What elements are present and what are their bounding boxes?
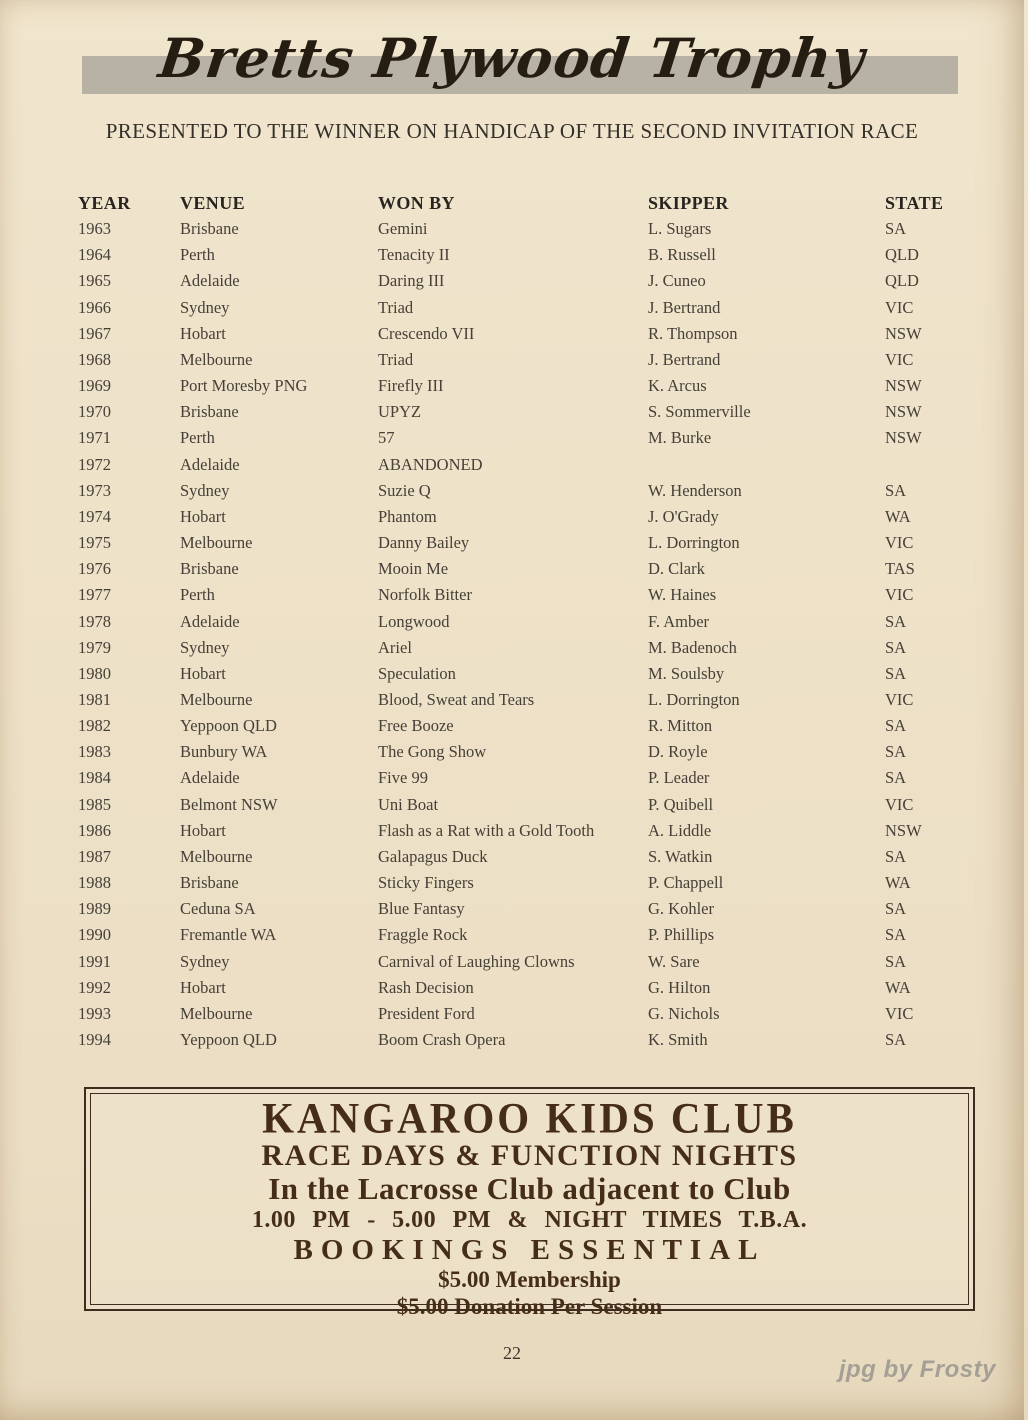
table-row [78,347,958,373]
table-row [78,268,958,294]
cell-skipper: L. Dorrington [648,533,740,553]
cell-year: 1981 [78,689,111,709]
ad-club-name: KANGAROO KIDS CLUB [262,1093,797,1143]
cell-state: SA [885,219,907,239]
table-row [78,478,958,504]
cell-venue: Yeppoon QLD [180,1030,277,1049]
cell-year: 1963 [78,219,111,239]
ad-location: In the Lacrosse Club adjacent to Club [268,1171,791,1206]
table-row [78,922,958,948]
cell-year: 1986 [78,820,111,840]
table-row [78,687,958,713]
table-row [78,661,958,687]
ad-event-types: RACE DAYS & FUNCTION NIGHTS [261,1139,798,1172]
cell-year: 1966 [78,297,111,317]
cell-skipper: F. Amber [648,611,710,631]
table-header-row [78,190,958,216]
cell-year: 1980 [78,663,111,683]
cell-won-by: Daring III [378,271,445,291]
cell-venue: Perth [180,585,215,605]
table-row [78,452,958,478]
cell-state: SA [885,663,907,683]
cell-state: SA [885,768,907,788]
cell-skipper: D. Clark [648,559,705,579]
cell-won-by: Norfolk Bitter [378,585,472,605]
cell-venue: Melbourne [180,846,253,866]
table-row [78,399,958,425]
table-row [78,713,958,739]
cell-state: WA [885,977,911,997]
cell-skipper: W. Haines [648,585,717,605]
cell-year: 1982 [78,716,111,736]
cell-won-by: Carnival of Laughing Clowns [378,951,575,971]
ad-inner-frame [90,1093,969,1319]
cell-skipper: J. Bertrand [648,297,721,317]
table-row [78,530,958,556]
cell-skipper: M. Badenoch [648,637,737,657]
table-row [78,242,958,268]
cell-venue: Fremantle WA [180,925,277,945]
cell-state: NSW [885,323,922,343]
cell-state: QLD [885,245,919,265]
cell-won-by: Free Booze [378,716,454,736]
page-subtitle: PRESENTED TO THE WINNER ON HANDICAP OF THE SECOND INVITATION RACE [105,119,919,143]
cell-state: VIC [885,349,914,369]
table-row [78,504,958,530]
cell-won-by: Mooin Me [378,559,449,579]
cell-year: 1975 [78,533,111,553]
cell-won-by: Phantom [378,506,437,526]
cell-venue: Brisbane [180,559,239,579]
table-body [78,216,958,1053]
cell-won-by: Blood, Sweat and Tears [378,689,535,709]
cell-year: 1994 [78,1030,111,1049]
cell-won-by: Danny Bailey [378,533,470,553]
cell-skipper: M. Burke [648,428,712,448]
cell-venue: Hobart [180,323,226,343]
table-row [78,896,958,922]
table-row [78,216,958,242]
cell-won-by: The Gong Show [378,742,487,762]
table-row [78,609,958,635]
cell-won-by: Longwood [378,611,450,631]
cell-won-by: Galapagus Duck [378,846,488,866]
cell-skipper: P. Phillips [648,925,715,945]
cell-venue: Belmont NSW [180,794,278,814]
cell-year: 1978 [78,611,111,631]
cell-venue: Adelaide [180,271,240,291]
cell-year: 1976 [78,559,111,579]
cell-venue: Melbourne [180,1003,253,1023]
cell-won-by: President Ford [378,1003,475,1023]
table-row [78,975,958,1001]
cell-won-by: Gemini [378,219,428,239]
cell-skipper: G. Kohler [648,899,714,919]
cell-skipper: S. Sommerville [648,402,751,422]
cell-state: WA [885,506,911,526]
cell-won-by: Flash as a Rat with a Gold Tooth [378,820,595,840]
trophy-winners-table [78,190,958,1053]
cell-venue: Perth [180,428,215,448]
table-row [78,870,958,896]
cell-skipper: A. Liddle [648,820,712,840]
table-row [78,1001,958,1027]
cell-venue: Hobart [180,663,226,683]
cell-year: 1983 [78,742,111,762]
cell-skipper: R. Mitton [648,716,713,736]
watermark-text: jpg by Frosty [838,1356,996,1383]
table-row [78,765,958,791]
cell-won-by: Ariel [378,637,412,657]
cell-state: QLD [885,271,919,291]
cell-skipper: M. Soulsby [648,663,725,683]
cell-year: 1990 [78,925,111,945]
cell-year: 1993 [78,1003,111,1023]
cell-skipper: L. Sugars [648,219,712,239]
cell-venue: Yeppoon QLD [180,716,277,736]
cell-won-by: Firefly III [378,376,444,396]
cell-year: 1970 [78,402,111,422]
cell-state: NSW [885,402,922,422]
cell-won-by: UPYZ [378,402,422,422]
cell-won-by: ABANDONED [378,454,483,474]
cell-skipper: G. Hilton [648,977,711,997]
cell-year: 1967 [78,323,111,343]
cell-venue: Adelaide [180,611,240,631]
cell-skipper: S. Watkin [648,846,713,866]
cell-year: 1987 [78,846,111,866]
table-row [78,949,958,975]
cell-state: VIC [885,585,914,605]
cell-year: 1984 [78,768,111,788]
cell-skipper: B. Russell [648,245,716,265]
table-row [78,425,958,451]
cell-skipper: J. Bertrand [648,349,721,369]
column-header-year: YEAR [78,193,131,213]
column-header-skipper: SKIPPER [648,193,729,213]
cell-state: NSW [885,428,922,448]
cell-year: 1965 [78,271,111,291]
cell-skipper: W. Henderson [648,480,742,500]
table-row [78,321,958,347]
table-row [78,1027,958,1053]
table-row [78,635,958,661]
cell-won-by: 57 [378,428,395,448]
ad-membership-fee: $5.00 Membership [438,1267,621,1292]
table-row [78,373,958,399]
cell-state: SA [885,1030,907,1049]
cell-state [885,452,958,478]
cell-state: VIC [885,533,914,553]
column-header-venue: VENUE [180,193,246,213]
cell-venue: Brisbane [180,873,239,893]
cell-year: 1977 [78,585,111,605]
column-header-state: STATE [885,193,944,213]
cell-year: 1969 [78,376,111,396]
ad-times: 1.00 PM - 5.00 PM & NIGHT TIMES T.B.A. [251,1207,808,1233]
cell-year: 1992 [78,977,111,997]
cell-state: VIC [885,297,914,317]
cell-state: WA [885,873,911,893]
cell-won-by: Suzie Q [378,480,431,500]
cell-year: 1971 [78,428,111,448]
cell-state: SA [885,637,907,657]
table-row [78,844,958,870]
cell-venue: Adelaide [180,768,240,788]
cell-skipper: D. Royle [648,742,708,762]
cell-year: 1972 [78,454,111,474]
cell-won-by: Five 99 [378,768,428,788]
cell-venue: Hobart [180,977,226,997]
cell-venue: Brisbane [180,402,239,422]
cell-state: VIC [885,1003,914,1023]
cell-year: 1991 [78,951,111,971]
cell-won-by: Boom Crash Opera [378,1030,506,1049]
cell-venue: Hobart [180,506,226,526]
cell-won-by: Tenacity II [378,245,450,265]
cell-skipper: R. Thompson [648,323,738,343]
cell-venue: Melbourne [180,689,253,709]
cell-skipper: P. Chappell [648,873,724,893]
cell-state: VIC [885,689,914,709]
cell-won-by: Speculation [378,663,456,683]
cell-skipper: L. Dorrington [648,689,740,709]
cell-year: 1979 [78,637,111,657]
cell-year: 1964 [78,245,111,265]
cell-venue: Perth [180,245,215,265]
cell-won-by: Rash Decision [378,977,474,997]
cell-won-by: Triad [378,297,414,317]
cell-won-by: Fraggle Rock [378,925,468,945]
table-row [78,792,958,818]
cell-state: SA [885,742,907,762]
table-row [78,582,958,608]
cell-skipper: J. O'Grady [648,506,719,526]
cell-state: SA [885,716,907,736]
cell-skipper: K. Smith [648,1030,708,1049]
page-number: 22 [503,1343,521,1363]
cell-skipper: P. Leader [648,768,710,788]
cell-venue: Sydney [180,480,230,500]
column-header-won-by: WON BY [378,193,455,213]
cell-state: SA [885,899,907,919]
cell-venue: Sydney [180,637,230,657]
table-row [78,818,958,844]
cell-year: 1973 [78,480,111,500]
cell-state: NSW [885,376,922,396]
cell-state: SA [885,951,907,971]
cell-year: 1974 [78,506,111,526]
kangaroo-kids-club-ad [84,1087,975,1319]
cell-skipper: J. Cuneo [648,271,706,291]
table-row [78,556,958,582]
cell-won-by: Triad [378,349,414,369]
cell-state: SA [885,611,907,631]
cell-venue: Ceduna SA [180,899,256,919]
cell-venue: Hobart [180,820,226,840]
cell-won-by: Blue Fantasy [378,899,465,919]
cell-venue: Sydney [180,297,230,317]
cell-won-by: Sticky Fingers [378,873,474,893]
ad-bookings-note: BOOKINGS ESSENTIAL [293,1234,766,1266]
cell-state: SA [885,480,907,500]
cell-venue: Bunbury WA [180,742,268,762]
cell-state: VIC [885,794,914,814]
ad-donation-fee: $5.00 Donation Per Session [396,1294,663,1319]
table-row [78,739,958,765]
cell-year: 1968 [78,349,111,369]
cell-venue: Sydney [180,951,230,971]
cell-skipper: W. Sare [648,951,700,971]
cell-venue: Melbourne [180,533,253,553]
cell-state: NSW [885,820,922,840]
page-title: Bretts Plywood Trophy [155,26,869,90]
cell-state: TAS [885,559,915,579]
cell-year: 1985 [78,794,111,814]
cell-state: SA [885,925,907,945]
cell-skipper: P. Quibell [648,794,714,814]
cell-venue: Brisbane [180,219,239,239]
cell-venue: Adelaide [180,454,240,474]
cell-skipper: G. Nichols [648,1003,720,1023]
cell-year: 1989 [78,899,111,919]
cell-skipper: K. Arcus [648,376,707,396]
table-row [78,295,958,321]
cell-won-by: Crescendo VII [378,323,475,343]
cell-venue: Melbourne [180,349,253,369]
cell-state: SA [885,846,907,866]
cell-venue: Port Moresby PNG [180,376,308,396]
cell-won-by: Uni Boat [378,794,439,814]
cell-year: 1988 [78,873,111,893]
cell-skipper [648,452,885,478]
